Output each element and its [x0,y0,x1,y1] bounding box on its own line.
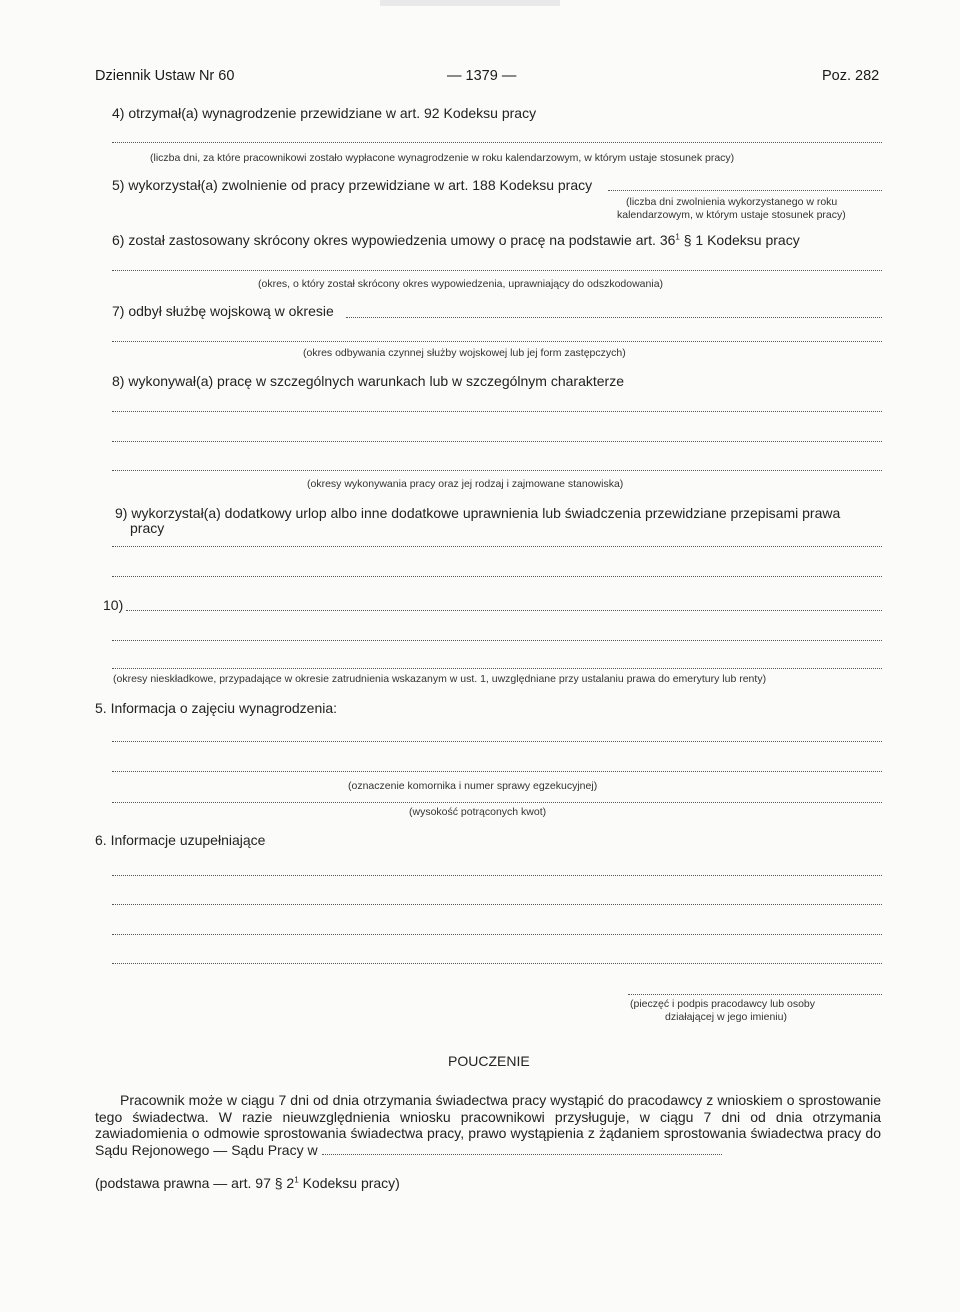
legal-basis-superscript: 1 [294,1175,299,1185]
signature-line[interactable] [628,994,882,995]
item-7-fill-line-1[interactable] [346,317,882,318]
item-4-caption: (liczba dni, za które pracownikowi zostało wypłacone wynagrodzenie w roku kalendarzowym, w którym ustaje stosunek pracy) [150,152,735,164]
journal-name: Dziennik Ustaw Nr 60 [95,68,235,84]
section-6-title: 6. Informacje uzupełniające [95,832,266,848]
item-10-fill-line-1[interactable] [126,610,882,611]
item-6-caption: (okres, o który został skrócony okres wypowiedzenia, uprawniający do odszkodowania) [258,278,664,290]
section-5-caption-2: (wysokość potrąconych kwot) [409,806,547,818]
section-5-fill-line-1[interactable] [112,741,882,742]
item-8-text: 8) wykonywał(a) pracę w szczególnych warunkach lub w szczególnym charakterze [112,373,624,389]
item-6-fill-line[interactable] [112,270,882,271]
pouczenie-body: Pracownik może w ciągu 7 dni od dnia otrzymania świadectwa pracy wystąpić do pracodawcy z wnioskiem o sprostowanie tego świadectwa. W razie nieuwzględnienia wniosku pracownikowi przysługuje, w ciągu 7 dni od dnia otrzymania zawiadomienia o odmowie sprostowania świadectwa pracy, prawo wystąpienia z żądaniem sprostowania świadectwa pracy do Sądu Rejonowego — Sądu Pracy w [95,1092,881,1158]
item-4-text: 4) otrzymał(a) wynagrodzenie przewidziane w art. 92 Kodeksu pracy [112,105,537,121]
item-4-fill-line[interactable] [112,142,882,143]
item-9-fill-line-2[interactable] [112,576,882,577]
signature-caption-line1: (pieczęć i podpis pracodawcy lub osoby [630,998,816,1010]
item-6-text-tail: § 1 Kodeksu pracy [679,232,800,248]
item-9-fill-line-1[interactable] [112,546,882,547]
section-5-fill-line-3[interactable] [112,802,882,803]
page-number: — 1379 — [447,68,517,84]
section-6-fill-line-2[interactable] [112,904,882,905]
item-10-label: 10) [103,597,124,613]
item-6-superscript: 1 [675,232,680,242]
legal-basis [95,1175,400,1191]
item-6-text [112,232,800,248]
section-5-fill-line-2[interactable] [112,771,882,772]
pouczenie-text [95,1092,881,1158]
item-10-fill-line-2[interactable] [112,640,882,641]
section-6-fill-line-4[interactable] [112,963,882,964]
item-5-fill-line[interactable] [608,190,882,191]
item-5-caption-line2: kalendarzowym, w którym ustaje stosunek pracy) [617,209,846,221]
item-6-text-main: 6) został zastosowany skrócony okres wypowiedzenia umowy o pracę na podstawie art. 36 [112,232,676,248]
item-10-caption: (okresy nieskładkowe, przypadające w okresie zatrudnienia wskazanym w ust. 1, uwzględniane przy ustalaniu prawa do emerytury lub renty) [113,673,767,685]
item-8-fill-line-2[interactable] [112,441,882,442]
legal-basis-main: (podstawa prawna — art. 97 § 2 [95,1175,295,1191]
court-fill-line[interactable] [322,1154,722,1155]
legal-basis-tail: Kodeksu pracy) [298,1175,400,1191]
item-8-caption: (okresy wykonywania pracy oraz jej rodzaj i zajmowane stanowiska) [307,478,624,490]
item-5-text: 5) wykorzystał(a) zwolnienie od pracy przewidziane w art. 188 Kodeksu pracy [112,177,593,193]
section-5-title: 5. Informacja o zajęciu wynagrodzenia: [95,700,338,716]
scan-artifact [380,0,560,6]
item-9-text-line1: 9) wykorzystał(a) dodatkowy urlop albo inne dodatkowe uprawnienia lub świadczenia przewidziane przepisami prawa [115,505,841,521]
item-7-caption: (okres odbywania czynnej służby wojskowej lub jej form zastępczych) [303,347,626,359]
signature-caption-line2: działającej w jego imieniu) [665,1011,787,1023]
item-9-text-line2: pracy [130,520,165,536]
item-10-fill-line-3[interactable] [112,668,882,669]
section-6-fill-line-3[interactable] [112,934,882,935]
section-5-caption-1: (oznaczenie komornika i numer sprawy egzekucyjnej) [348,780,598,792]
position-number: Poz. 282 [822,68,880,84]
pouczenie-title: POUCZENIE [448,1053,530,1069]
item-7-fill-line-2[interactable] [112,341,882,342]
item-8-fill-line-1[interactable] [112,411,882,412]
section-6-fill-line-1[interactable] [112,875,882,876]
item-8-fill-line-3[interactable] [112,470,882,471]
item-5-caption-line1: (liczba dni zwolnienia wykorzystanego w roku [626,196,838,208]
item-7-text: 7) odbył służbę wojskową w okresie [112,303,334,319]
